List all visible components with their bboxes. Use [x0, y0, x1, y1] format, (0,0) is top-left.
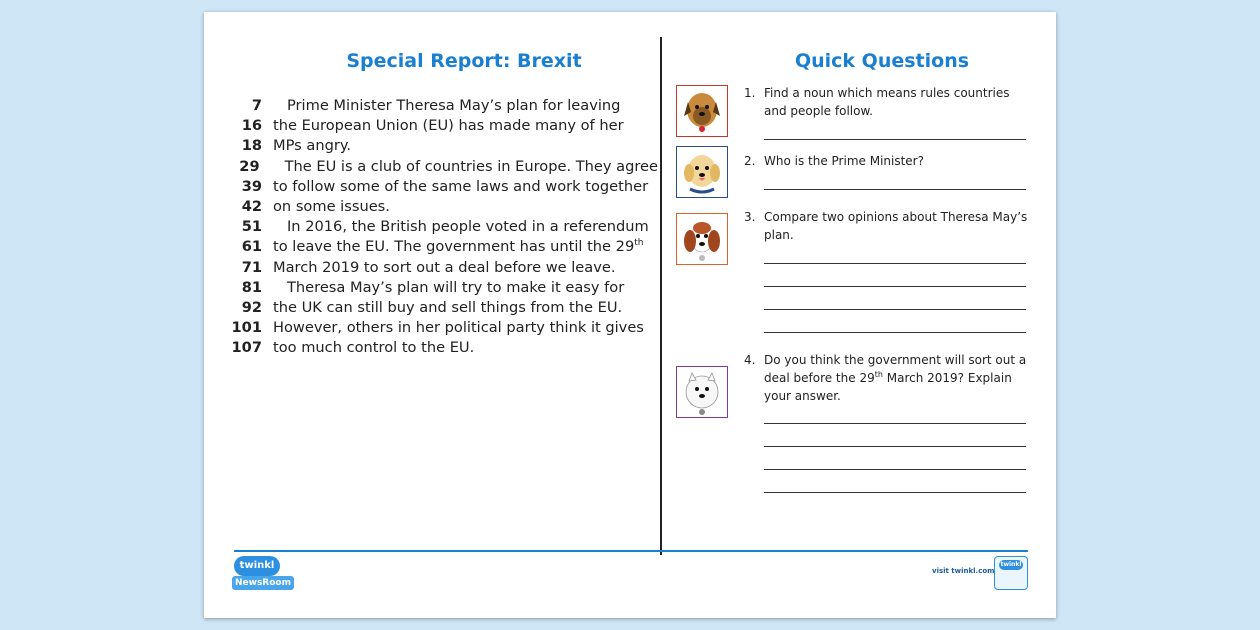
question-4	[744, 351, 1028, 405]
passage-line	[228, 298, 658, 318]
answer-line[interactable]	[764, 286, 1026, 287]
question-text: Find a noun which means rules countries and people follow.	[764, 86, 1010, 118]
answer-line[interactable]	[764, 492, 1026, 493]
word-count: 29	[239, 157, 260, 175]
line-text: The EU is a club of countries in Europe. They agree	[284, 157, 658, 175]
line-text: However, others in her political party think it gives	[273, 319, 644, 337]
word-count: 81	[241, 278, 262, 296]
question-text: Who is the Prime Minister?	[764, 154, 924, 168]
question-2	[744, 152, 1028, 170]
report-title: Special Report: Brexit	[346, 50, 582, 72]
line-text: MPs angry.	[273, 137, 352, 155]
line-text: the European Union (EU) has made many of her	[273, 117, 624, 135]
question-3	[744, 208, 1028, 244]
passage-line	[228, 338, 658, 358]
line-text-main: to leave the EU. The government has until the 29	[273, 238, 635, 256]
ordinal-suffix: th	[634, 238, 644, 249]
answer-line[interactable]	[764, 139, 1026, 140]
question-1	[744, 84, 1028, 120]
answer-line[interactable]	[764, 332, 1026, 333]
passage-line	[228, 116, 658, 136]
ordinal-suffix: th	[874, 370, 883, 379]
word-count: 92	[241, 298, 262, 316]
passage-line	[228, 177, 658, 197]
answer-line[interactable]	[764, 309, 1026, 310]
airedale-dog-icon	[676, 85, 728, 137]
white-dog-icon	[676, 366, 728, 418]
footer-rule	[234, 550, 1028, 552]
word-count: 51	[241, 218, 262, 236]
twinkl-badge-icon	[994, 556, 1028, 590]
line-text: the UK can still buy and sell things from the EU.	[273, 298, 623, 316]
twinkl-newsroom-logo[interactable]	[232, 556, 290, 592]
question-text	[764, 351, 1028, 405]
passage-line	[228, 136, 658, 156]
question-text-b: March 2019? Explain your answer.	[764, 371, 1012, 403]
word-count: 42	[241, 197, 262, 215]
question-number: 4.	[744, 353, 756, 367]
word-count: 107	[231, 339, 262, 357]
question-number: 3.	[744, 210, 756, 224]
golden-retriever-icon	[676, 146, 728, 198]
line-text: In 2016, the British people voted in a referendum	[287, 218, 649, 236]
passage-line	[228, 258, 658, 278]
answer-line[interactable]	[764, 189, 1026, 190]
line-text	[273, 237, 643, 257]
question-text: Compare two opinions about Theresa May’s plan.	[764, 210, 1028, 242]
word-count: 71	[241, 258, 262, 276]
answer-line[interactable]	[764, 263, 1026, 264]
word-count: 7	[251, 97, 262, 114]
badge-label: twinkl	[1000, 561, 1022, 568]
question-number: 1.	[744, 86, 756, 100]
question-text-a: Do you think the government will sort out a deal before the 29	[764, 353, 1027, 385]
line-text: Theresa May’s plan will try to make it easy for	[287, 278, 625, 296]
spaniel-dog-icon	[676, 213, 728, 265]
word-count: 16	[241, 117, 262, 135]
word-count: 18	[241, 137, 262, 155]
passage-line	[228, 318, 658, 338]
passage-line	[228, 278, 658, 298]
reading-passage	[228, 96, 658, 358]
answer-line[interactable]	[764, 423, 1026, 424]
question-number: 2.	[744, 154, 756, 168]
line-text: Prime Minister Theresa May’s plan for leaving	[287, 97, 621, 114]
passage-line	[228, 237, 658, 257]
passage-line	[228, 157, 658, 177]
visit-link[interactable]: visit twinkl.com	[932, 567, 995, 575]
answer-line[interactable]	[764, 469, 1026, 470]
logo-subtitle: NewsRoom	[232, 576, 294, 590]
passage-line	[228, 197, 658, 217]
line-text: too much control to the EU.	[273, 339, 475, 357]
worksheet-page	[204, 12, 1056, 618]
line-text: to follow some of the same laws and work together	[273, 177, 649, 195]
word-count: 39	[241, 177, 262, 195]
word-count: 61	[241, 238, 262, 256]
line-text: March 2019 to sort out a deal before we leave.	[273, 258, 616, 276]
passage-line	[228, 96, 658, 116]
word-count: 101	[231, 319, 262, 337]
line-text: on some issues.	[273, 197, 390, 215]
column-divider	[660, 37, 662, 555]
passage-line	[228, 217, 658, 237]
questions-title: Quick Questions	[794, 50, 970, 72]
answer-line[interactable]	[764, 446, 1026, 447]
logo-cloud: twinkl	[234, 556, 280, 576]
